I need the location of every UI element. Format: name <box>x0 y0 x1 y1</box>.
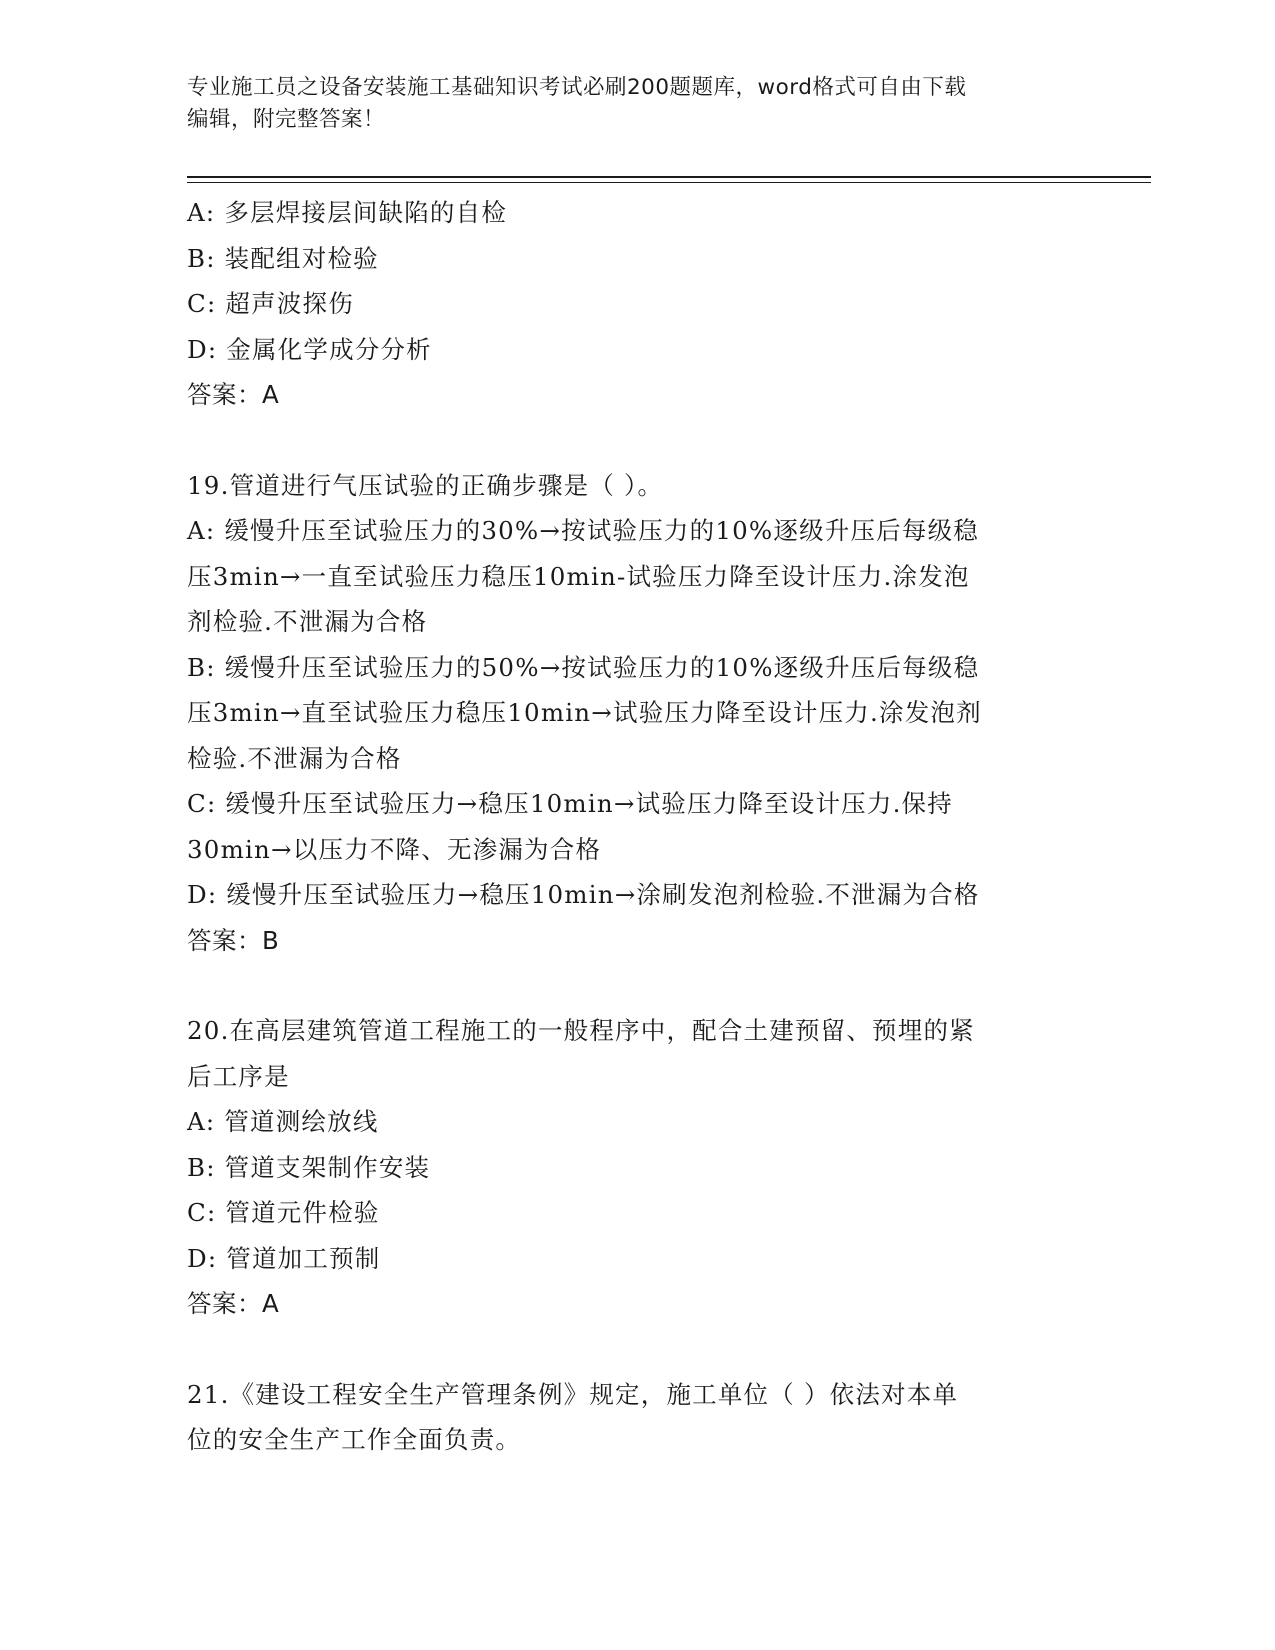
option-b: B: 缓慢升压至试验压力的50%→按试验压力的10%逐级升压后每级稳 <box>187 652 980 682</box>
header-divider-thin <box>187 182 1151 183</box>
option-c-cont: 30min→以压力不降、无渗漏为合格 <box>187 834 602 864</box>
answer: 答案：A <box>187 380 280 409</box>
question-18-options <box>187 190 1087 418</box>
question-text: 21.《建设工程安全生产管理条例》规定，施工单位（ ）依法对本单 <box>187 1379 959 1409</box>
answer: 答案：A <box>187 1289 280 1318</box>
answer: 答案：B <box>187 925 280 955</box>
option-b-cont: 检验.不泄漏为合格 <box>187 743 402 773</box>
header-line-1: 专业施工员之设备安装施工基础知识考试必刷200题题库，word格式可自由下载 <box>187 75 967 100</box>
option-a: A: 缓慢升压至试验压力的30%→按试验压力的10%逐级升压后每级稳 <box>187 516 979 545</box>
option-b: B: 装配组对检验 <box>187 243 379 273</box>
option-d: D: 管道加工预制 <box>187 1243 381 1273</box>
option-c: C: 缓慢升压至试验压力→稳压10min→试验压力降至设计压力.保持 <box>187 789 953 818</box>
question-20 <box>187 1008 1087 1327</box>
question-19 <box>187 463 1087 964</box>
question-text-cont: 后工序是 <box>187 1061 290 1091</box>
option-a: A: 管道测绘放线 <box>187 1107 379 1136</box>
option-d: D: 缓慢升压至试验压力→稳压10min→涂刷发泡剂检验.不泄漏为合格 <box>187 880 980 909</box>
question-text-cont: 位的安全生产工作全面负责。 <box>187 1425 522 1454</box>
option-b-cont: 压3min→直至试验压力稳压10min→试验压力降至设计压力.涂发泡剂 <box>187 698 982 727</box>
header-line-2: 编辑，附完整答案！ <box>187 107 386 132</box>
option-a-cont: 剂检验.不泄漏为合格 <box>187 607 428 636</box>
header-divider-thick <box>187 176 1151 178</box>
option-b: B: 管道支架制作安装 <box>187 1152 431 1182</box>
option-c: C: 管道元件检验 <box>187 1198 380 1227</box>
question-content <box>187 190 1087 1463</box>
option-a: A: 多层焊接层间缺陷的自检 <box>187 198 508 227</box>
document-header <box>187 72 1067 136</box>
question-text: 20.在高层建筑管道工程施工的一般程序中，配合土建预留、预埋的紧 <box>187 1016 975 1045</box>
question-text: 19.管道进行气压试验的正确步骤是（ ）。 <box>187 470 664 500</box>
option-c: C: 超声波探伤 <box>187 289 354 318</box>
option-a-cont: 压3min→一直至试验压力稳压10min-试验压力降至设计压力.涂发泡 <box>187 561 970 591</box>
question-21 <box>187 1372 1087 1463</box>
option-d: D: 金属化学成分分析 <box>187 334 432 364</box>
